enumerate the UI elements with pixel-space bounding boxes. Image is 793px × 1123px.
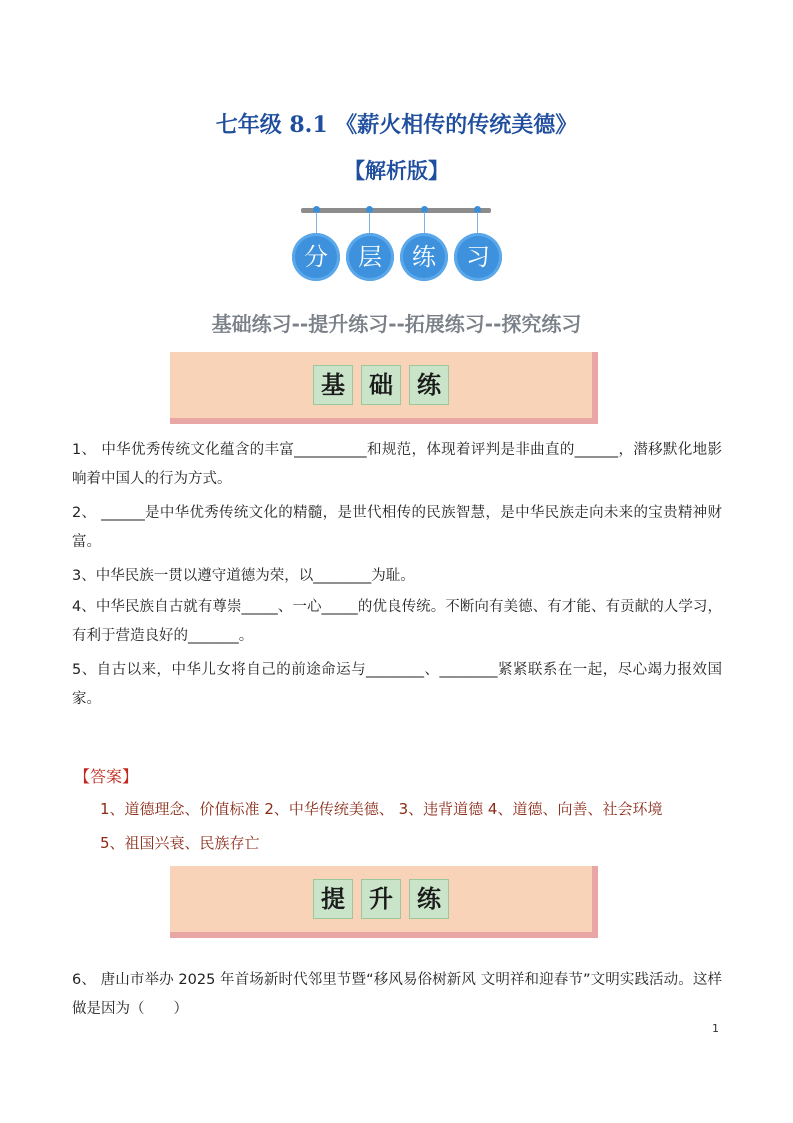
document-title: 七年级 8.1 《薪火相传的传统美德》 xyxy=(215,112,578,138)
badge-rail xyxy=(301,208,491,213)
badge-xi: 习 xyxy=(454,233,502,281)
banner-char: 础 xyxy=(361,365,401,405)
question-5: 5、自古以来，中华儿女将自己的前途命运与________、________紧紧联系在一起，尽心竭力报效国家。 xyxy=(72,662,722,707)
banner-char: 练 xyxy=(409,365,449,405)
question-3: 3、中华民族一贯以遵守道德为荣，以________为耻。 xyxy=(72,568,415,584)
badge-fen: 分 xyxy=(292,233,340,281)
question-2: 2、 ______是中华优秀传统文化的精髓，是世代相传的民族智慧，是中华民族走向未来的宝贵精神财富。 xyxy=(72,505,722,550)
banner-char: 练 xyxy=(409,879,449,919)
section-banner-basic xyxy=(170,352,598,424)
answers-heading: 【答案】 xyxy=(74,767,139,786)
answers-line-1: 1、道德理念、价值标准 2、中华传统美德、 3、违背道德 4、道德、向善、社会环境 xyxy=(100,800,663,818)
question-6: 6、 唐山市举办 2025 年首场新时代邻里节暨“移风易俗树新风 文明祥和迎春节”文明实践活动。这样做是因为（ ） xyxy=(72,972,722,1017)
question-1: 1、 中华优秀传统文化蕴含的丰富__________和规范，体现着评判是非曲直的______，潜移默化地影响着中国人的行为方式。 xyxy=(72,442,722,487)
document-subtitle: 【解析版】 xyxy=(344,158,449,183)
question-4: 4、中华民族自古就有尊崇_____、一心_____的优良传统。不断向有美德、有才能、有贡献的人学习，有利于营造良好的_______。 xyxy=(72,599,722,644)
practice-levels-heading: 基础练习--提升练习--拓展练习--探究练习 xyxy=(211,312,582,336)
badge-lian: 练 xyxy=(400,233,448,281)
banner-char: 提 xyxy=(313,879,353,919)
page-number: 1 xyxy=(712,1022,719,1035)
banner-char: 基 xyxy=(313,365,353,405)
banner-char: 升 xyxy=(361,879,401,919)
section-banner-advanced xyxy=(170,866,598,938)
answers-line-2: 5、祖国兴衰、民族存亡 xyxy=(100,834,260,852)
badge-ceng: 层 xyxy=(346,233,394,281)
